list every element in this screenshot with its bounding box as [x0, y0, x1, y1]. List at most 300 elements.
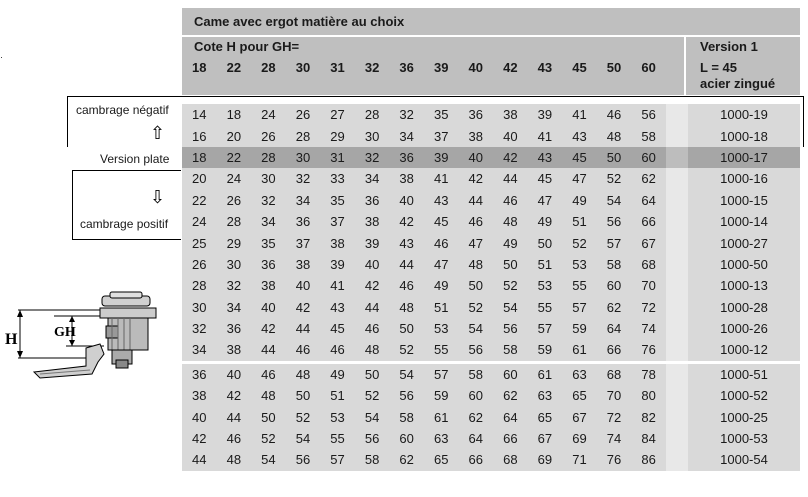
- table-cell: 66: [641, 214, 656, 230]
- table-cell: 52: [503, 278, 518, 294]
- table-cell: 32: [226, 278, 242, 294]
- table-cell: 50: [503, 256, 518, 272]
- table-cell: 63: [572, 366, 587, 382]
- table-cell: 60: [503, 366, 518, 382]
- table-cell: 37: [295, 235, 311, 251]
- table-cell: 54: [399, 366, 414, 382]
- table-cell: 35: [261, 235, 276, 251]
- reference-cell: 1000-52: [720, 388, 768, 404]
- table-cell: 54: [295, 431, 311, 447]
- table-cell: 38: [503, 107, 518, 123]
- version-label: Version 1: [700, 39, 758, 54]
- table-cell: 42: [192, 431, 207, 447]
- table-cell: 22: [226, 149, 242, 165]
- table-cell: 40: [261, 299, 276, 315]
- table-row: [182, 339, 800, 360]
- table-cell: 74: [606, 431, 622, 447]
- table-cell: 58: [468, 366, 484, 382]
- table-cell: 68: [606, 366, 622, 382]
- table-cell: 63: [537, 388, 553, 404]
- table-cell: 41: [330, 278, 345, 294]
- gh-col-header: 36: [399, 60, 414, 75]
- gh-header-row: [182, 58, 666, 78]
- table-cell: 52: [364, 388, 380, 404]
- table-cell: 78: [641, 366, 656, 382]
- table-cell: 53: [537, 278, 553, 294]
- table-cell: 64: [606, 321, 622, 337]
- table-row: [182, 232, 800, 253]
- column-gap: [666, 232, 688, 253]
- table-cell: 47: [537, 192, 553, 208]
- table-cell: 42: [503, 149, 518, 165]
- table-cell: 45: [572, 149, 587, 165]
- table-cell: 62: [641, 171, 656, 187]
- gh-col-header: 28: [261, 60, 276, 75]
- reference-cell: 1000-14: [720, 214, 768, 230]
- table-cell: 28: [364, 107, 380, 123]
- table-cell: 28: [192, 278, 207, 294]
- table-cell: 37: [433, 128, 449, 144]
- table-cell: 40: [503, 128, 518, 144]
- table-cell: 80: [641, 388, 656, 404]
- table-cell: 53: [433, 321, 449, 337]
- table-cell: 54: [503, 299, 518, 315]
- table-cell: 60: [606, 278, 622, 294]
- table-cell: 33: [330, 171, 345, 187]
- table-cell: 32: [261, 192, 276, 208]
- table-cell: 22: [192, 192, 207, 208]
- table-cell: 54: [261, 452, 276, 468]
- table-cell: 32: [364, 149, 380, 165]
- table-cell: 42: [295, 299, 311, 315]
- table-cell: 38: [192, 388, 207, 404]
- table-cell: 65: [433, 452, 449, 468]
- column-gap: [666, 275, 688, 296]
- table-cell: 43: [433, 192, 449, 208]
- table-cell: 36: [364, 192, 380, 208]
- table-cell: 48: [503, 214, 518, 230]
- table-cell: 62: [606, 299, 622, 315]
- table-cell: 14: [192, 107, 207, 123]
- table-cell: 48: [226, 452, 242, 468]
- flat-label: Version plate: [100, 152, 170, 166]
- table-cell: 34: [261, 214, 276, 230]
- reference-cell: 1000-25: [720, 409, 768, 425]
- table-cell: 37: [330, 214, 345, 230]
- column-gap: [666, 211, 688, 232]
- table-cell: 49: [537, 214, 553, 230]
- table-cell: 54: [468, 321, 484, 337]
- table-cell: 34: [192, 342, 207, 358]
- table-cell: 58: [503, 342, 518, 358]
- table-cell: 36: [192, 366, 207, 382]
- table-cell: 64: [641, 192, 656, 208]
- table-cell: 46: [433, 235, 449, 251]
- table-cell: 36: [226, 321, 242, 337]
- table-cell: 40: [399, 192, 414, 208]
- table-cell: 47: [433, 256, 449, 272]
- table-cell: 46: [295, 342, 311, 358]
- table-cell: 46: [330, 342, 345, 358]
- table-cell: 49: [330, 366, 345, 382]
- table-cell: 46: [468, 214, 484, 230]
- negative-label: cambrage négatif: [76, 103, 169, 117]
- table-cell: 36: [295, 214, 311, 230]
- table-cell: 60: [468, 388, 484, 404]
- table-cell: 53: [330, 409, 345, 425]
- table-cell: 55: [433, 342, 449, 358]
- table-cell: 42: [364, 278, 380, 294]
- table-cell: 76: [641, 342, 656, 358]
- table-cell: 47: [468, 235, 484, 251]
- table-cell: 63: [433, 431, 449, 447]
- table-cell: 44: [261, 342, 276, 358]
- table-cell: 84: [641, 431, 656, 447]
- table-cell: 48: [606, 128, 622, 144]
- table-cell: 43: [399, 235, 414, 251]
- table-cell: 39: [537, 107, 553, 123]
- table-cell: 35: [330, 192, 345, 208]
- table-cell: 34: [295, 192, 311, 208]
- table-cell: 36: [468, 107, 484, 123]
- table-cell: 55: [572, 278, 587, 294]
- table-cell: 36: [399, 149, 414, 165]
- table-cell: 25: [192, 235, 207, 251]
- table-cell: 86: [641, 452, 656, 468]
- table-cell: 60: [641, 149, 656, 165]
- table-cell: 42: [399, 214, 414, 230]
- table-cell: 54: [606, 192, 622, 208]
- gh-col-header: 39: [433, 60, 449, 75]
- table-cell: 82: [641, 409, 656, 425]
- table-cell: 35: [433, 107, 449, 123]
- table-cell: 30: [364, 128, 380, 144]
- table-cell: 50: [399, 321, 414, 337]
- table-cell: 38: [330, 235, 345, 251]
- table-cell: 56: [399, 388, 414, 404]
- table-row: [182, 254, 800, 275]
- table-cell: 54: [364, 409, 380, 425]
- table-cell: 31: [330, 149, 345, 165]
- table-cell: 58: [641, 128, 656, 144]
- table-cell: 50: [537, 235, 553, 251]
- table-cell: 42: [226, 388, 242, 404]
- table-cell: 40: [295, 278, 311, 294]
- table-cell: 58: [606, 256, 622, 272]
- table-cell: 66: [503, 431, 518, 447]
- table-cell: 38: [226, 342, 242, 358]
- gh-col-header: 42: [503, 60, 518, 75]
- table-cell: 76: [606, 452, 622, 468]
- table-cell: 24: [261, 107, 276, 123]
- table-cell: 62: [399, 452, 414, 468]
- table-cell: 52: [468, 299, 484, 315]
- table-cell: 44: [468, 192, 484, 208]
- table-cell: 30: [192, 299, 207, 315]
- table-cell: 45: [330, 321, 345, 337]
- column-gap: [666, 406, 688, 427]
- table-cell: 38: [364, 214, 380, 230]
- table-cell: 58: [364, 452, 380, 468]
- table-cell: 50: [468, 278, 484, 294]
- table-cell: 20: [226, 128, 242, 144]
- table-cell: 44: [399, 256, 414, 272]
- table-cell: 52: [295, 409, 311, 425]
- table-cell: 64: [503, 409, 518, 425]
- reference-cell: 1000-53: [720, 431, 768, 447]
- table-cell: 68: [503, 452, 518, 468]
- gh-col-header: 43: [537, 60, 553, 75]
- table-row: [182, 318, 800, 339]
- table-cell: 57: [537, 321, 553, 337]
- table-cell: 16: [192, 128, 207, 144]
- table-cell: 46: [261, 366, 276, 382]
- table-cell: 69: [537, 452, 553, 468]
- table-cell: 72: [606, 409, 622, 425]
- table-cell: 52: [572, 235, 587, 251]
- table-cell: 20: [192, 171, 207, 187]
- table-cell: 40: [226, 366, 242, 382]
- reference-cell: 1000-16: [720, 171, 768, 187]
- table-cell: 41: [537, 128, 553, 144]
- table-cell: 18: [192, 149, 207, 165]
- table-row: [182, 361, 800, 385]
- gh-col-header: 31: [330, 60, 345, 75]
- table-cell: 46: [226, 431, 242, 447]
- table-cell: 65: [572, 388, 587, 404]
- column-gap: [666, 428, 688, 449]
- column-gap: [666, 254, 688, 275]
- reference-cell: 1000-51: [720, 366, 768, 382]
- reference-cell: 1000-15: [720, 192, 768, 208]
- table-cell: 30: [261, 171, 276, 187]
- table-cell: 18: [226, 107, 242, 123]
- table-cell: 45: [433, 214, 449, 230]
- column-gap: [666, 364, 688, 385]
- table-cell: 69: [572, 431, 587, 447]
- table-cell: 56: [503, 321, 518, 337]
- data-table: [182, 104, 800, 471]
- table-row: [182, 147, 800, 168]
- table-cell: 42: [261, 321, 276, 337]
- table-cell: 50: [261, 409, 276, 425]
- gh-col-header: 32: [364, 60, 380, 75]
- table-cell: 57: [330, 452, 345, 468]
- table-cell: 52: [399, 342, 414, 358]
- table-cell: 44: [192, 452, 207, 468]
- table-cell: 40: [192, 409, 207, 425]
- table-cell: 40: [364, 256, 380, 272]
- gh-col-header: 60: [641, 60, 656, 75]
- table-cell: 44: [503, 171, 518, 187]
- table-cell: 56: [606, 214, 622, 230]
- table-cell: 28: [261, 149, 276, 165]
- table-cell: 38: [261, 278, 276, 294]
- reference-cell: 1000-17: [720, 149, 768, 165]
- table-cell: 49: [503, 235, 518, 251]
- table-cell: 28: [295, 128, 311, 144]
- table-cell: 67: [641, 235, 656, 251]
- table-cell: 60: [399, 431, 414, 447]
- table-cell: 43: [330, 299, 345, 315]
- table-cell: 47: [572, 171, 587, 187]
- table-cell: 67: [537, 431, 553, 447]
- table-cell: 52: [261, 431, 276, 447]
- table-cell: 72: [641, 299, 656, 315]
- table-cell: 32: [399, 107, 414, 123]
- table-cell: 50: [295, 388, 311, 404]
- table-cell: 52: [606, 171, 622, 187]
- table-cell: 56: [641, 107, 656, 123]
- gh-col-header: 22: [226, 60, 242, 75]
- table-cell: 40: [468, 149, 484, 165]
- table-cell: 48: [468, 256, 484, 272]
- cote-label: Cote H pour GH=: [194, 39, 300, 54]
- table-cell: 46: [503, 192, 518, 208]
- table-cell: 46: [364, 321, 380, 337]
- column-gap: [666, 318, 688, 339]
- column-gap: [666, 168, 688, 189]
- table-cell: 46: [399, 278, 414, 294]
- column-gap: [666, 449, 688, 470]
- table-cell: 67: [572, 409, 587, 425]
- reference-cell: 1000-54: [720, 452, 768, 468]
- table-cell: 66: [606, 342, 622, 358]
- gh-col-header: 40: [468, 60, 484, 75]
- cam-lock-diagram: [0, 288, 178, 384]
- table-row: [182, 385, 800, 406]
- table-cell: 50: [606, 149, 622, 165]
- table-cell: 26: [192, 256, 207, 272]
- reference-cell: 1000-28: [720, 299, 768, 315]
- material-label: acier zingué: [700, 76, 776, 91]
- table-cell: 70: [641, 278, 656, 294]
- table-cell: 30: [295, 149, 311, 165]
- table-cell: 29: [226, 235, 242, 251]
- table-cell: 51: [433, 299, 449, 315]
- table-cell: 55: [537, 299, 553, 315]
- table-row: [182, 168, 800, 189]
- table-cell: 36: [261, 256, 276, 272]
- table-cell: 64: [468, 431, 484, 447]
- table-cell: 44: [226, 409, 242, 425]
- arrow-down-icon: ⇩: [150, 187, 166, 207]
- reference-cell: 1000-27: [720, 235, 768, 251]
- table-cell: 34: [364, 171, 380, 187]
- reference-cell: 1000-12: [720, 342, 768, 358]
- reference-cell: 1000-50: [720, 256, 768, 272]
- table-cell: 48: [295, 366, 311, 382]
- table-cell: 49: [433, 278, 449, 294]
- reference-cell: 1000-26: [720, 321, 768, 337]
- table-cell: 70: [606, 388, 622, 404]
- table-cell: 62: [468, 409, 484, 425]
- column-gap: [666, 297, 688, 318]
- table-cell: 71: [572, 452, 587, 468]
- table-cell: 32: [295, 171, 311, 187]
- table-cell: 39: [330, 256, 345, 272]
- table-cell: 62: [503, 388, 518, 404]
- table-cell: 57: [433, 366, 449, 382]
- table-cell: 44: [295, 321, 311, 337]
- table-cell: 51: [537, 256, 553, 272]
- table-cell: 74: [641, 321, 656, 337]
- header-divider: [684, 37, 686, 95]
- table-cell: 65: [537, 409, 553, 425]
- column-gap: [666, 385, 688, 406]
- table-cell: 56: [364, 431, 380, 447]
- table-cell: 29: [330, 128, 345, 144]
- arrow-up-icon: ⇧: [150, 123, 166, 143]
- reference-cell: 1000-13: [720, 278, 768, 294]
- table-cell: 24: [192, 214, 207, 230]
- table-cell: 41: [572, 107, 587, 123]
- table-cell: 28: [226, 214, 242, 230]
- table-cell: 41: [433, 171, 449, 187]
- table-row: [182, 297, 800, 318]
- table-cell: 56: [295, 452, 311, 468]
- gh-dimension-label: GH: [54, 325, 76, 340]
- table-cell: 66: [468, 452, 484, 468]
- reference-cell: 1000-18: [720, 128, 768, 144]
- table-cell: 51: [572, 214, 587, 230]
- table-cell: 59: [572, 321, 587, 337]
- gh-col-header: 50: [606, 60, 622, 75]
- table-cell: 34: [226, 299, 242, 315]
- table-cell: 26: [226, 192, 242, 208]
- table-cell: 48: [399, 299, 414, 315]
- table-cell: 43: [537, 149, 553, 165]
- table-title: Came avec ergot matière au choix: [182, 8, 800, 35]
- column-gap: [666, 147, 688, 168]
- table-cell: 48: [261, 388, 276, 404]
- table-row: [182, 211, 800, 232]
- table-cell: 43: [572, 128, 587, 144]
- table-cell: 26: [295, 107, 311, 123]
- table-cell: 58: [399, 409, 414, 425]
- table-cell: 68: [641, 256, 656, 272]
- column-gap: [666, 339, 688, 360]
- h-dimension-label: H: [5, 331, 18, 348]
- positive-label: cambrage positif: [80, 217, 169, 231]
- column-gap: [666, 190, 688, 211]
- table-cell: 24: [226, 171, 242, 187]
- table-cell: 61: [433, 409, 449, 425]
- table-cell: 45: [537, 171, 553, 187]
- table-cell: 46: [606, 107, 622, 123]
- table-cell: 59: [537, 342, 553, 358]
- table-cell: 61: [537, 366, 553, 382]
- table-cell: 42: [468, 171, 484, 187]
- table-cell: 57: [572, 299, 587, 315]
- table-row: [182, 190, 800, 211]
- reference-cell: 1000-19: [720, 107, 768, 123]
- table-cell: 57: [606, 235, 622, 251]
- table-row: [182, 449, 800, 470]
- gh-col-header: 45: [572, 60, 587, 75]
- table-cell: 55: [330, 431, 345, 447]
- table-row: [182, 428, 800, 449]
- tick-mark: ·: [0, 52, 3, 62]
- table-cell: 53: [572, 256, 587, 272]
- table-cell: 38: [468, 128, 484, 144]
- table-cell: 39: [433, 149, 449, 165]
- gh-col-header: 30: [295, 60, 311, 75]
- table-cell: 39: [364, 235, 380, 251]
- table-cell: 51: [330, 388, 345, 404]
- gh-col-header: 18: [192, 60, 207, 75]
- table-cell: 34: [399, 128, 414, 144]
